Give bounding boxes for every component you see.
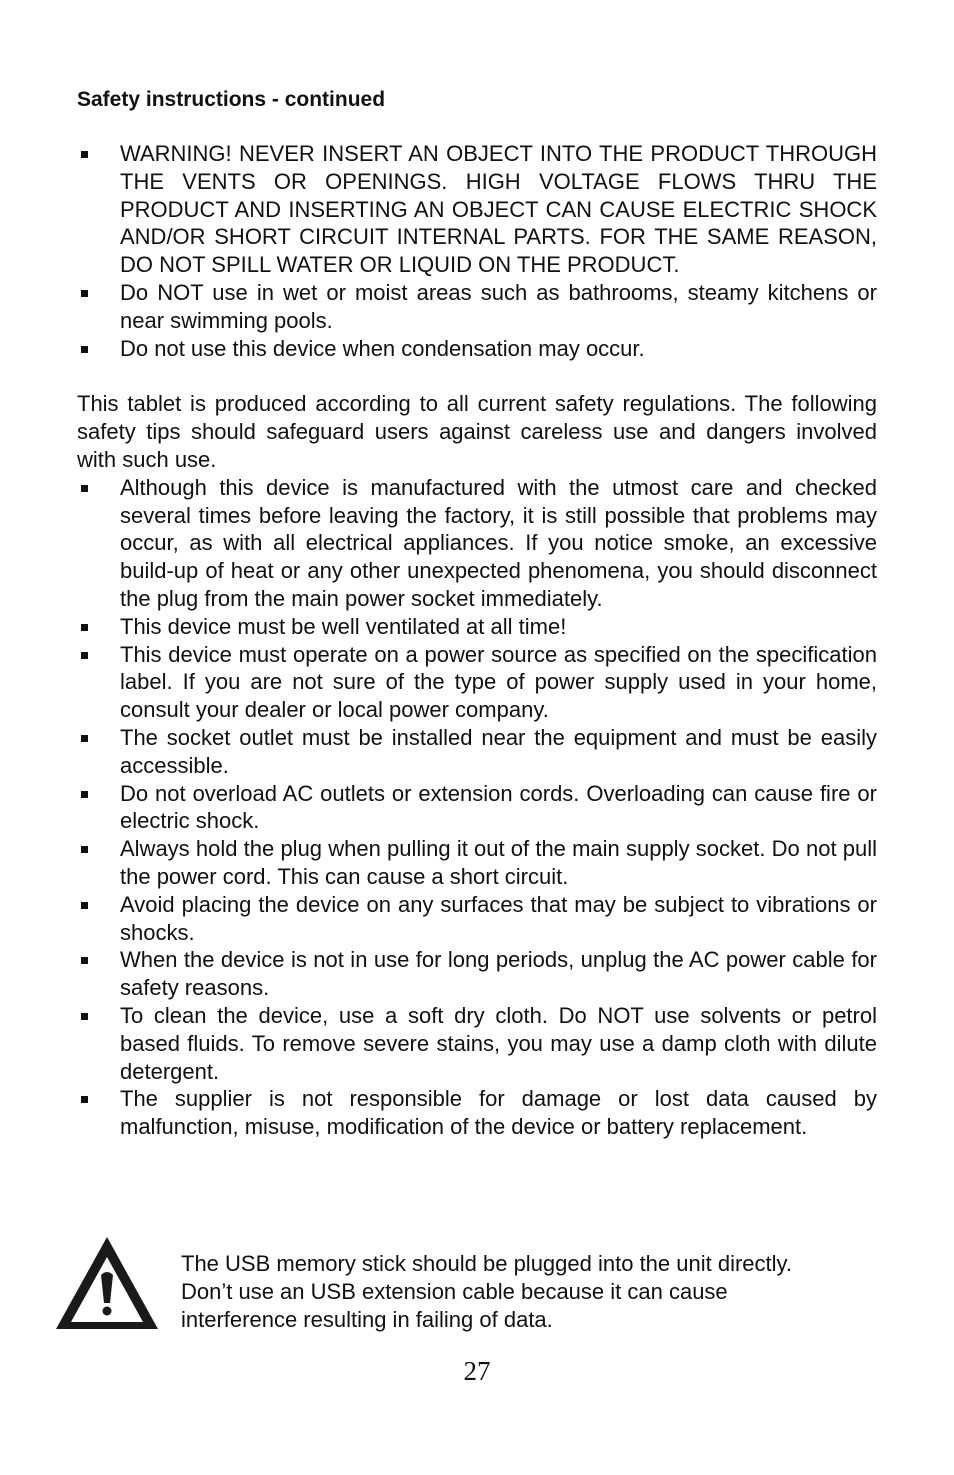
list-item-text: This device must be well ventilated at all time!	[120, 613, 567, 639]
bullet-icon	[81, 290, 88, 297]
list-item-text: Do not overload AC outlets or extension cords. Overloading can cause fire or electric shock.	[120, 780, 877, 834]
usb-notice	[54, 1235, 884, 1335]
bullet-icon	[81, 846, 88, 853]
bullet-icon	[81, 735, 88, 742]
list-item-text: Do not use this device when condensation may occur.	[120, 335, 645, 361]
list-item	[77, 724, 877, 780]
safety-tips-list	[77, 474, 877, 1141]
bullet-icon	[81, 485, 88, 492]
list-item-text: The socket outlet must be installed near the equipment and must be easily accessible.	[120, 724, 877, 778]
warning-list	[77, 140, 877, 362]
list-item	[77, 1085, 877, 1141]
list-item-text: Avoid placing the device on any surfaces that may be subject to vibrations or shocks.	[120, 891, 877, 945]
page-heading: Safety instructions - continued	[77, 88, 386, 111]
list-item-text: The supplier is not responsible for damage or lost data caused by malfunction, misuse, modification of the device or battery replacement.	[120, 1086, 877, 1140]
bullet-icon	[81, 791, 88, 798]
bullet-icon	[81, 346, 88, 353]
list-item-text: To clean the device, use a soft dry cloth. Do NOT use solvents or petrol based fluids. To remove severe stains, you may use a damp cloth with dilute detergent.	[120, 1002, 877, 1084]
list-item	[77, 335, 877, 363]
usb-notice-text	[181, 1250, 881, 1333]
bullet-icon	[81, 1013, 88, 1020]
document-page	[77, 84, 877, 1141]
bullet-icon	[81, 902, 88, 909]
list-item	[77, 613, 877, 641]
list-item	[77, 641, 877, 724]
list-item	[77, 140, 877, 279]
warning-triangle-icon	[54, 1235, 160, 1331]
usb-notice-line: interference resulting in failing of data.	[181, 1306, 553, 1332]
usb-notice-line: Don’t use an USB extension cable because it can cause	[181, 1278, 728, 1304]
list-item-text: When the device is not in use for long periods, unplug the AC power cable for safety reasons.	[120, 947, 877, 1001]
bullet-icon	[81, 151, 88, 158]
bullet-icon	[81, 624, 88, 631]
list-item-text: Do NOT use in wet or moist areas such as bathrooms, steamy kitchens or near swimming pools.	[120, 279, 877, 333]
list-item	[77, 474, 877, 613]
bullet-icon	[81, 957, 88, 964]
intro-paragraph: This tablet is produced according to all current safety regulations. The following safety tips should safeguard users against careless use and dangers involved with such use.	[77, 391, 877, 472]
list-item-text: Although this device is manufactured with the utmost care and checked several times before leaving the factory, it is still possible that problems may occur, as with all electrical appliances. If you notice smoke, an excessive build-up of heat or any other unexpected phenomena, you should disconnect the plug from the main power socket immediately.	[120, 474, 877, 611]
list-item-text: This device must operate on a power source as specified on the specification label. If you are not sure of the type of power supply used in your home, consult your dealer or local power company.	[120, 641, 877, 723]
list-item	[77, 279, 877, 335]
bullet-icon	[81, 1096, 88, 1103]
page-number: 27	[463, 1356, 491, 1386]
list-item	[77, 891, 877, 947]
list-item	[77, 946, 877, 1002]
usb-notice-line: The USB memory stick should be plugged into the unit directly.	[181, 1251, 793, 1276]
list-item-text: WARNING! NEVER INSERT AN OBJECT INTO THE PRODUCT THROUGH THE VENTS OR OPENINGS. HIGH VOLTAGE FLOWS THRU THE PRODUCT AND INSERTING AN OBJECT CAN CAUSE ELECTRIC SHOCK AND/OR SHORT CIRCUIT INTERNAL PARTS. FOR THE SAME REASON, DO NOT SPILL WATER OR LIQUID ON THE PRODUCT.	[120, 141, 877, 278]
list-item	[77, 1002, 877, 1085]
list-item-text: Always hold the plug when pulling it out of the main supply socket. Do not pull the power cord. This can cause a short circuit.	[120, 836, 877, 889]
list-item	[77, 835, 877, 891]
bullet-icon	[81, 652, 88, 659]
list-item	[77, 780, 877, 836]
